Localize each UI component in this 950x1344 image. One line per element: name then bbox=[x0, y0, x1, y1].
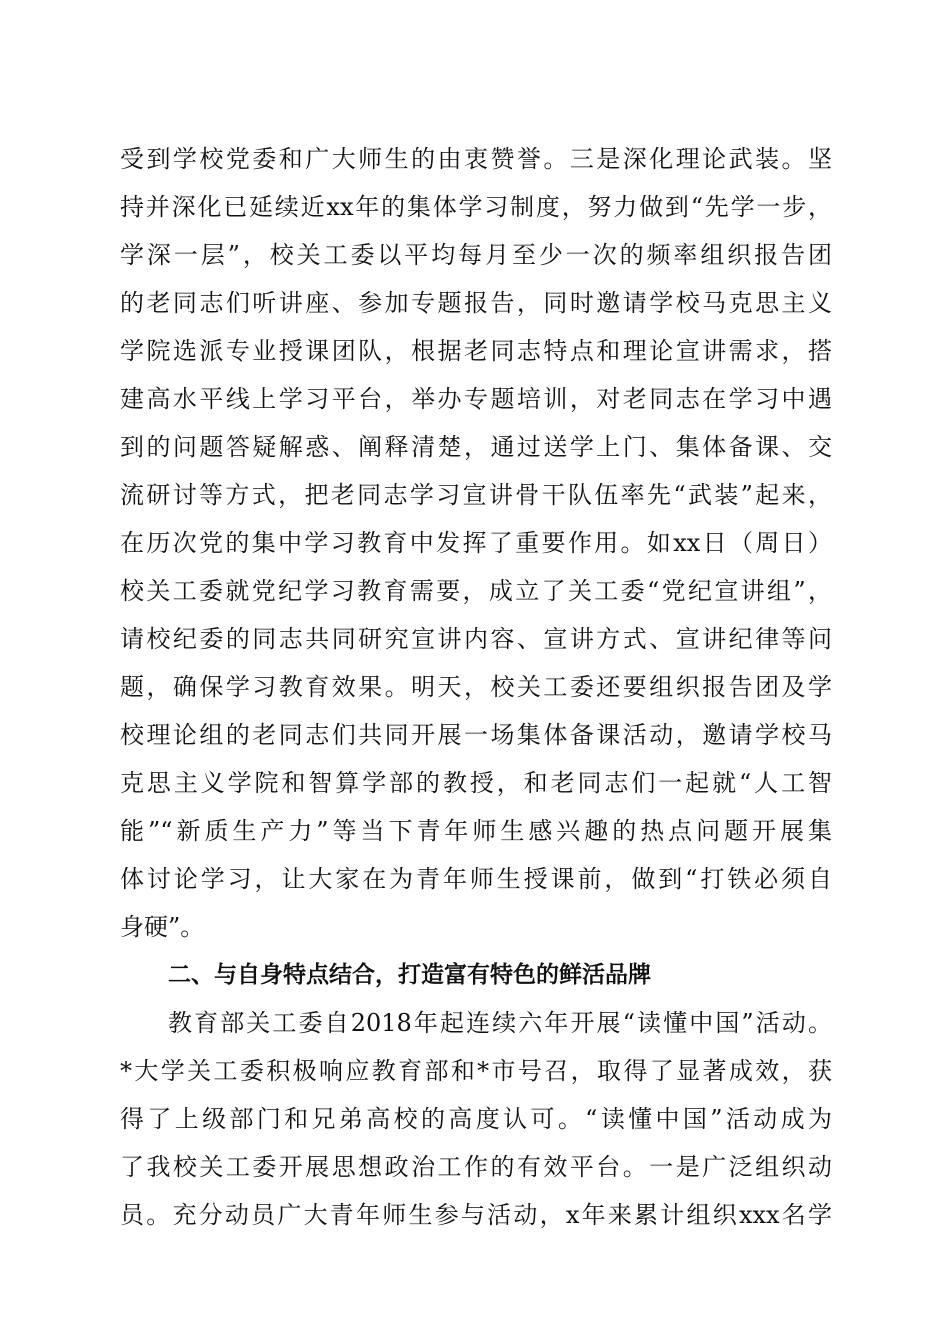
text-line: 学深一层”，校关工委以平均每月至少一次的频率组织报告团 bbox=[120, 241, 832, 269]
text-line: *大学关工委积极响应教育部和*市号召，取得了显著成效，获 bbox=[120, 1057, 832, 1085]
text-line: 受到学校党委和广大师生的由衷赞誉。三是深化理论武装。坚 bbox=[120, 145, 832, 173]
paragraph-reading-china bbox=[120, 999, 832, 1239]
text-line: 持并深化已延续近xx年的集体学习制度，努力做到“先学一步， bbox=[120, 193, 832, 221]
text-line: 学院选派专业授课团队，根据老同志特点和理论宣讲需求，搭 bbox=[120, 337, 832, 365]
text-line: 身硬”。 bbox=[120, 913, 205, 941]
text-line: 员。充分动员广大青年师生参与活动，x年来累计组织xxx名学 bbox=[120, 1201, 832, 1229]
text-line: 体讨论学习，让大家在为青年师生授课前，做到“打铁必须自 bbox=[120, 865, 832, 893]
text-line: 流研讨等方式，把老同志学习宣讲骨干队伍率先“武装”起来， bbox=[120, 481, 832, 509]
document-body bbox=[120, 135, 832, 1239]
text-line: 校理论组的老同志们共同开展一场集体备课活动，邀请学校马 bbox=[120, 721, 832, 749]
text-line: 克思主义学院和智算学部的教授，和老同志们一起就“人工智 bbox=[120, 769, 832, 797]
text-line: 校关工委就党纪学习教育需要，成立了关工委“党纪宣讲组”， bbox=[120, 577, 832, 605]
paragraph-continuation bbox=[120, 135, 832, 951]
text-line: 得了上级部门和兄弟高校的高度认可。“读懂中国”活动成为 bbox=[120, 1105, 832, 1133]
text-line: 教育部关工委自2018年起连续六年开展“读懂中国”活动。 bbox=[168, 1009, 832, 1037]
text-line: 的老同志们听讲座、参加专题报告，同时邀请学校马克思主义 bbox=[120, 289, 832, 317]
text-line: 到的问题答疑解惑、阐释清楚，通过送学上门、集体备课、交 bbox=[120, 433, 832, 461]
text-line: 能”“新质生产力”等当下青年师生感兴趣的热点问题开展集 bbox=[120, 817, 832, 845]
text-line: 在历次党的集中学习教育中发挥了重要作用。如xx日（周日） bbox=[120, 529, 832, 557]
text-line: 请校纪委的同志共同研究宣讲内容、宣讲方式、宣讲纪律等问 bbox=[120, 625, 832, 653]
section-heading: 二、与自身特点结合，打造富有特色的鲜活品牌 bbox=[168, 962, 651, 988]
text-line: 题，确保学习教育效果。明天，校关工委还要组织报告团及学 bbox=[120, 673, 832, 701]
text-line: 了我校关工委开展思想政治工作的有效平台。一是广泛组织动 bbox=[120, 1153, 832, 1181]
text-line: 建高水平线上学习平台，举办专题培训，对老同志在学习中遇 bbox=[120, 385, 832, 413]
